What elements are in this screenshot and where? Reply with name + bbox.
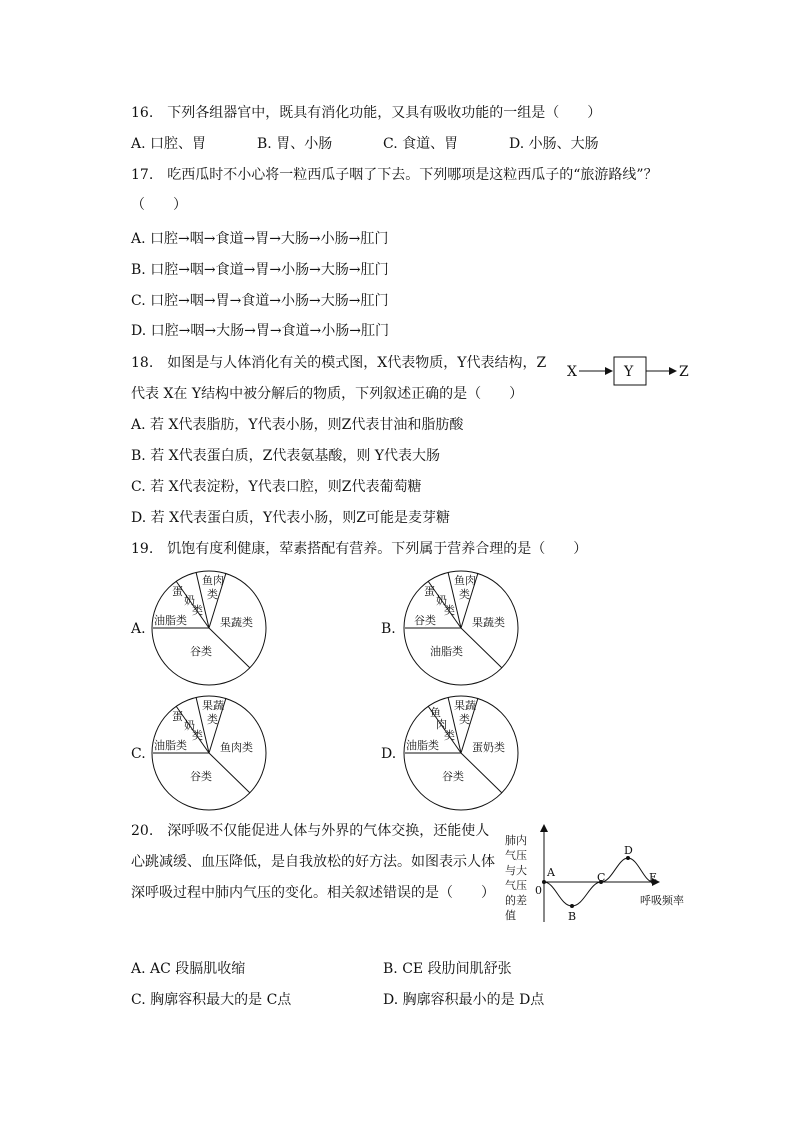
q17-stem: 17. 吃西瓜时不小心将一粒西瓜子咽了下去。下列哪项是这粒西瓜子的“旅游路线”？ (131, 167, 658, 183)
svg-text:谷类: 谷类 (442, 770, 464, 783)
q17-blank: （ ） (131, 197, 187, 213)
q19-option-c-letter: C. (131, 746, 146, 762)
q19-stem: 19. 饥饱有度利健康，荤素搭配有营养。下列属于营养合理的是（ ） (131, 541, 588, 557)
svg-text:鱼: 鱼 (430, 706, 441, 719)
svg-text:的差: 的差 (505, 894, 527, 907)
svg-text:蛋奶类: 蛋奶类 (472, 741, 505, 754)
q18-option-d: D. 若 X代表蛋白质，Y代表小肠，则Z可能是麦芽糖 (131, 510, 451, 526)
svg-text:B: B (568, 910, 577, 923)
q20-option-d: D. 胸廓容积最小的是 D点 (383, 992, 545, 1008)
q18-option-c: C. 若 X代表淀粉，Y代表口腔，则Z代表葡萄糖 (131, 479, 422, 495)
svg-text:蛋: 蛋 (424, 585, 435, 598)
svg-text:C: C (597, 871, 606, 884)
q16-option-b: B. 胃、小肠 (257, 136, 333, 152)
diagram-y-label: Y (624, 364, 634, 380)
svg-text:果蔬: 果蔬 (202, 699, 224, 712)
diagram-z-label: Z (679, 364, 689, 380)
svg-text:奶: 奶 (436, 594, 447, 607)
svg-text:果蔬类: 果蔬类 (220, 616, 253, 629)
q17-option-c: C. 口腔→咽→胃→食道→小肠→大肠→肛门 (131, 293, 389, 309)
svg-text:果蔬: 果蔬 (454, 699, 476, 712)
svg-text:蛋: 蛋 (172, 585, 183, 598)
q19-option-b-letter: B. (381, 621, 396, 637)
svg-text:谷类: 谷类 (190, 770, 212, 783)
svg-text:油脂类: 油脂类 (154, 614, 187, 627)
svg-text:鱼肉: 鱼肉 (202, 574, 224, 587)
q16-option-d: D. 小肠、大肠 (509, 136, 599, 152)
svg-text:肺内: 肺内 (505, 834, 527, 847)
svg-text:E: E (649, 871, 658, 884)
svg-text:类: 类 (444, 604, 455, 617)
svg-text:气压: 气压 (505, 849, 527, 862)
q20-option-b: B. CE 段肋间肌舒张 (383, 961, 512, 977)
q16-stem: 16. 下列各组器官中，既具有消化功能，又具有吸收功能的一组是（ ） (131, 105, 602, 121)
graph-x-label: 呼吸频率 (640, 894, 684, 907)
svg-text:类: 类 (192, 604, 203, 617)
svg-text:谷类: 谷类 (414, 614, 436, 627)
q18-option-a: A. 若 X代表脂肪，Y代表小肠，则Z代表甘油和脂肪酸 (131, 417, 464, 433)
q19-pie-b (400, 567, 524, 691)
q18-diagram (560, 355, 700, 389)
q18-stem-line2: 代表 X在 Y结构中被分解后的物质，下列叙述正确的是（ ） (131, 386, 524, 402)
svg-text:谷类: 谷类 (190, 645, 212, 658)
q18-stem-line1: 18. 如图是与人体消化有关的模式图，X代表物质，Y代表结构，Z (131, 355, 547, 371)
q16-option-c: C. 食道、胃 (383, 136, 459, 152)
svg-text:D: D (624, 844, 633, 857)
svg-text:肉: 肉 (436, 718, 447, 731)
svg-text:与大: 与大 (505, 864, 527, 877)
svg-text:奶: 奶 (184, 719, 195, 732)
svg-text:类: 类 (207, 588, 218, 601)
svg-text:鱼肉: 鱼肉 (454, 574, 476, 587)
graph-origin-label: 0 (535, 884, 542, 897)
q19-pie-c (148, 692, 272, 816)
q20-option-a: A. AC 段膈肌收缩 (131, 961, 246, 977)
q17-option-a: A. 口腔→咽→食道→胃→大肠→小肠→肛门 (131, 231, 389, 247)
svg-text:类: 类 (444, 729, 455, 742)
q17-option-b: B. 口腔→咽→食道→胃→小肠→大肠→肛门 (131, 262, 389, 278)
svg-text:油脂类: 油脂类 (406, 739, 439, 752)
svg-text:蛋: 蛋 (172, 710, 183, 723)
q18-option-b: B. 若 X代表蛋白质，Z代表氨基酸，则 Y代表大肠 (131, 448, 441, 464)
q20-option-c: C. 胸廓容积最大的是 C点 (131, 992, 292, 1008)
svg-text:鱼肉类: 鱼肉类 (220, 741, 253, 754)
svg-text:果蔬类: 果蔬类 (472, 616, 505, 629)
q16-option-a: A. 口腔、胃 (131, 136, 207, 152)
svg-text:值: 值 (505, 909, 516, 922)
svg-text:油脂类: 油脂类 (154, 739, 187, 752)
q20-stem-line2: 心跳减缓、血压降低，是自我放松的好方法。如图表示人体 (131, 854, 495, 870)
q17-option-d: D. 口腔→咽→大肠→胃→食道→小肠→肛门 (131, 323, 390, 339)
svg-text:气压: 气压 (505, 879, 527, 892)
q19-option-d-letter: D. (381, 746, 397, 762)
svg-text:奶: 奶 (184, 594, 195, 607)
diagram-x-label: X (567, 364, 577, 380)
q20-stem-line1: 20. 深呼吸不仅能促进人体与外界的气体交换，还能使人 (131, 823, 490, 839)
svg-text:油脂类: 油脂类 (430, 645, 463, 658)
q20-stem-line3: 深呼吸过程中肺内气压的变化。相关叙述错误的是（ ） (131, 885, 495, 901)
q20-pressure-graph (500, 822, 700, 934)
q19-pie-d (400, 692, 524, 816)
q19-option-a-letter: A. (131, 621, 146, 637)
svg-text:类: 类 (459, 713, 470, 726)
q19-pie-a (148, 567, 272, 691)
svg-text:A: A (547, 866, 555, 879)
svg-text:类: 类 (459, 588, 470, 601)
svg-text:类: 类 (192, 729, 203, 742)
svg-text:类: 类 (207, 713, 218, 726)
